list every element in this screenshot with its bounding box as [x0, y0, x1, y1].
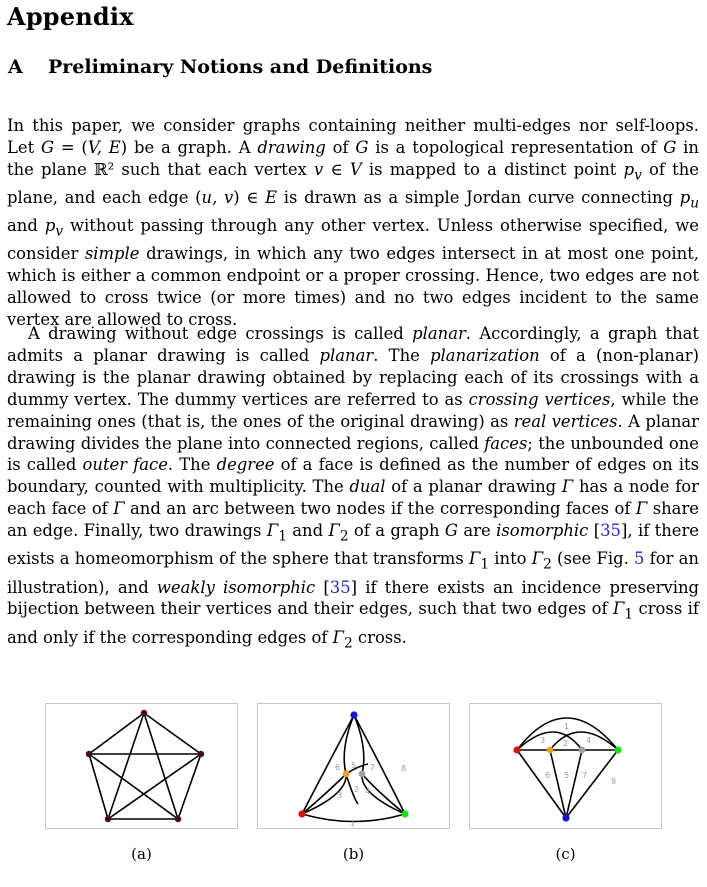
- math-symbol: p: [679, 188, 691, 207]
- math-subscript: 1: [278, 528, 287, 545]
- text-run: [: [588, 521, 601, 541]
- graph-edge: [144, 713, 201, 754]
- math-subscript: v: [634, 167, 642, 184]
- graph-edge: [89, 754, 108, 819]
- caption-b: (b): [342, 845, 365, 863]
- math-symbol: Γ: [613, 599, 625, 619]
- face-label: 3: [540, 736, 546, 745]
- text-run: of a planar drawing: [385, 477, 562, 497]
- face-label: 8: [401, 764, 407, 773]
- arch-drawing: [470, 704, 663, 830]
- triangle-drawing: [258, 704, 451, 830]
- text-run: , while the remaining ones (that is, the ones of the original drawing) as: [7, 389, 699, 431]
- math-symbol: V: [349, 159, 362, 179]
- math-symbol: v: [314, 159, 324, 179]
- figure-panel-a: [45, 703, 238, 829]
- math-symbol: G: [355, 137, 369, 157]
- citation-link[interactable]: 35: [600, 521, 621, 541]
- face-label: 3: [337, 791, 343, 800]
- gray-vertex: [579, 747, 586, 754]
- text-run: . The: [167, 455, 217, 475]
- graph-vertex: [141, 710, 147, 716]
- math-symbol: p: [623, 159, 635, 179]
- face-label: 2: [563, 739, 569, 748]
- defined-term: real vertices: [513, 411, 618, 431]
- defined-term: drawing: [257, 137, 326, 157]
- math-symbol: V, E: [87, 137, 121, 157]
- red-vertex: [513, 746, 520, 753]
- text-run: (see Fig.: [551, 549, 635, 569]
- graph-edge: [89, 754, 178, 819]
- graph-edge: [89, 713, 144, 754]
- red-vertex: [298, 810, 305, 817]
- defined-term: simple: [84, 244, 140, 264]
- orange-vertex: [343, 771, 350, 778]
- blue-vertex: [562, 814, 569, 821]
- defined-term: isomorphic: [496, 521, 589, 541]
- graph-vertex: [105, 816, 111, 822]
- text-run: in the plane ℝ² such that each vertex: [7, 137, 699, 179]
- math-symbol: u, v: [201, 188, 234, 207]
- face-label: 1: [350, 819, 356, 828]
- defined-term: planar: [319, 345, 374, 365]
- graph-edge: [302, 715, 357, 814]
- graph-edge: [144, 713, 178, 819]
- math-symbol: Γ: [332, 627, 345, 647]
- defined-term: weakly isomorphic: [156, 577, 316, 597]
- text-run: ], if there exists a homeomorphism of the sphere that transforms: [7, 521, 700, 569]
- face-label: 7: [582, 771, 588, 780]
- math-symbol: Γ: [113, 499, 125, 519]
- math-symbol: Γ: [635, 499, 648, 519]
- section-number: A: [8, 56, 23, 78]
- face-label: 6: [335, 763, 341, 772]
- k5-drawing: [46, 704, 239, 830]
- text-run: without passing through any other vertex. Unless otherwise specified, we consider: [7, 216, 699, 264]
- graph-vertex: [86, 751, 92, 757]
- text-run: cross if and only if the corresponding edges of: [7, 599, 699, 647]
- face-label: 4: [365, 787, 371, 796]
- text-run: and: [286, 521, 329, 541]
- text-run: ) ∈: [233, 188, 266, 207]
- math-subscript: 1: [624, 606, 634, 623]
- math-symbol: p: [44, 216, 56, 236]
- text-run: of: [325, 137, 356, 157]
- citation-link[interactable]: 35: [329, 577, 351, 597]
- caption-c: (c): [555, 845, 576, 863]
- graph-edge: [108, 713, 144, 819]
- paragraph-2: [7, 323, 699, 655]
- math-symbol: G: [40, 137, 55, 157]
- text-run: . The: [373, 345, 431, 365]
- text-run: ; the unbounded one is called: [7, 433, 700, 475]
- text-run: and: [7, 216, 45, 236]
- text-run: into: [489, 549, 532, 569]
- text-run: ) be a graph. A: [120, 137, 258, 157]
- math-symbol: Γ: [328, 521, 340, 541]
- orange-vertex: [547, 747, 554, 754]
- section-title: Preliminary Notions and Definitions: [48, 56, 433, 78]
- text-run: . Accordingly, a graph that admits a planar drawing is called: [7, 324, 699, 365]
- graph-edge: [354, 715, 405, 814]
- text-run: drawings, in which any two edges intersect in at most one point, which is either a common endpoint or a proper crossing. Hence, two edges are not allowed to cross twice (or more times) and no two edges incident to the same vertex are allowed to cross.: [7, 244, 699, 330]
- face-label: 8: [611, 777, 617, 786]
- figure-ref-link[interactable]: 5: [634, 549, 645, 569]
- caption-a: (a): [131, 845, 152, 863]
- math-symbol: Γ: [531, 549, 544, 569]
- face-label: 5: [351, 761, 357, 770]
- graph-vertex: [198, 751, 204, 757]
- text-run: of a (non-planar) drawing is the planar drawing obtained by replacing each of its crossings with a dummy vertex. The dummy vertices are referred to as: [7, 345, 699, 409]
- text-run: are: [458, 521, 497, 541]
- text-run: is mapped to a distinct point: [361, 159, 624, 179]
- math-subscript: v: [55, 223, 64, 240]
- math-subscript: u: [690, 195, 700, 212]
- gray-vertex: [359, 771, 366, 778]
- text-run: ] if there exists an incidence preserving bijection between their vertices and their edges, such that two edges of: [7, 577, 699, 619]
- text-run: of a graph: [348, 521, 445, 541]
- appendix-title: Appendix: [7, 2, 134, 31]
- math-symbol: G: [663, 137, 677, 157]
- face-label: 4: [586, 736, 592, 745]
- math-subscript: 2: [543, 556, 552, 573]
- face-label: 1: [564, 722, 570, 731]
- text-run: is a topological representation of: [368, 137, 664, 157]
- graph-vertex: [175, 816, 181, 822]
- graph-edge: [178, 754, 201, 819]
- figure-panel-c: [469, 703, 662, 829]
- face-label: 7: [370, 763, 376, 772]
- text-run: . A planar drawing divides the plane into connected regions, called: [7, 411, 700, 453]
- defined-term: dual: [349, 477, 386, 497]
- math-symbol: Γ: [468, 549, 481, 569]
- text-run: for an illustration), and: [7, 549, 699, 597]
- text-run: share an edge. Finally, two drawings: [7, 499, 699, 541]
- text-run: ∈: [323, 159, 350, 179]
- defined-term: outer face: [82, 455, 168, 475]
- graph-edge: [108, 754, 201, 819]
- text-run: and an arc between two nodes if the corresponding faces of: [124, 499, 636, 519]
- math-subscript: 2: [344, 634, 353, 651]
- defined-term: degree: [216, 455, 275, 475]
- text-run: is drawn as a simple Jordan curve connecting: [277, 188, 680, 207]
- blue-vertex: [350, 711, 357, 718]
- defined-term: faces: [484, 433, 528, 453]
- section-heading: [8, 56, 432, 78]
- face-label: 6: [545, 771, 551, 780]
- math-subscript: 2: [339, 528, 349, 545]
- text-run: of a face is defined as the number of edges on its boundary, counted with multiplicity. The: [7, 455, 700, 497]
- green-vertex: [401, 810, 408, 817]
- green-vertex: [614, 746, 621, 753]
- math-subscript: 1: [480, 556, 490, 573]
- math-symbol: Γ: [266, 521, 279, 541]
- text-run: of the plane, and each edge (: [7, 159, 699, 207]
- math-symbol: E: [265, 188, 278, 207]
- text-run: cross.: [352, 627, 407, 647]
- defined-term: crossing vertices: [468, 389, 611, 409]
- defined-term: planarization: [430, 345, 540, 365]
- face-label: 5: [564, 771, 570, 780]
- paragraph-1: [7, 115, 699, 331]
- defined-term: planar: [412, 324, 466, 343]
- text-run: = (: [54, 137, 88, 157]
- text-run: A drawing without edge crossings is called: [28, 324, 413, 343]
- face-label: 2: [354, 785, 360, 794]
- text-run: [: [315, 577, 330, 597]
- figure-panel-b: [257, 703, 450, 829]
- math-symbol: G: [444, 521, 459, 541]
- math-symbol: Γ: [561, 477, 574, 497]
- text-run: has a node for each face of: [7, 477, 699, 519]
- text-run: In this paper, we consider graphs containing neither multi-edges nor self-loops. Let: [7, 116, 699, 157]
